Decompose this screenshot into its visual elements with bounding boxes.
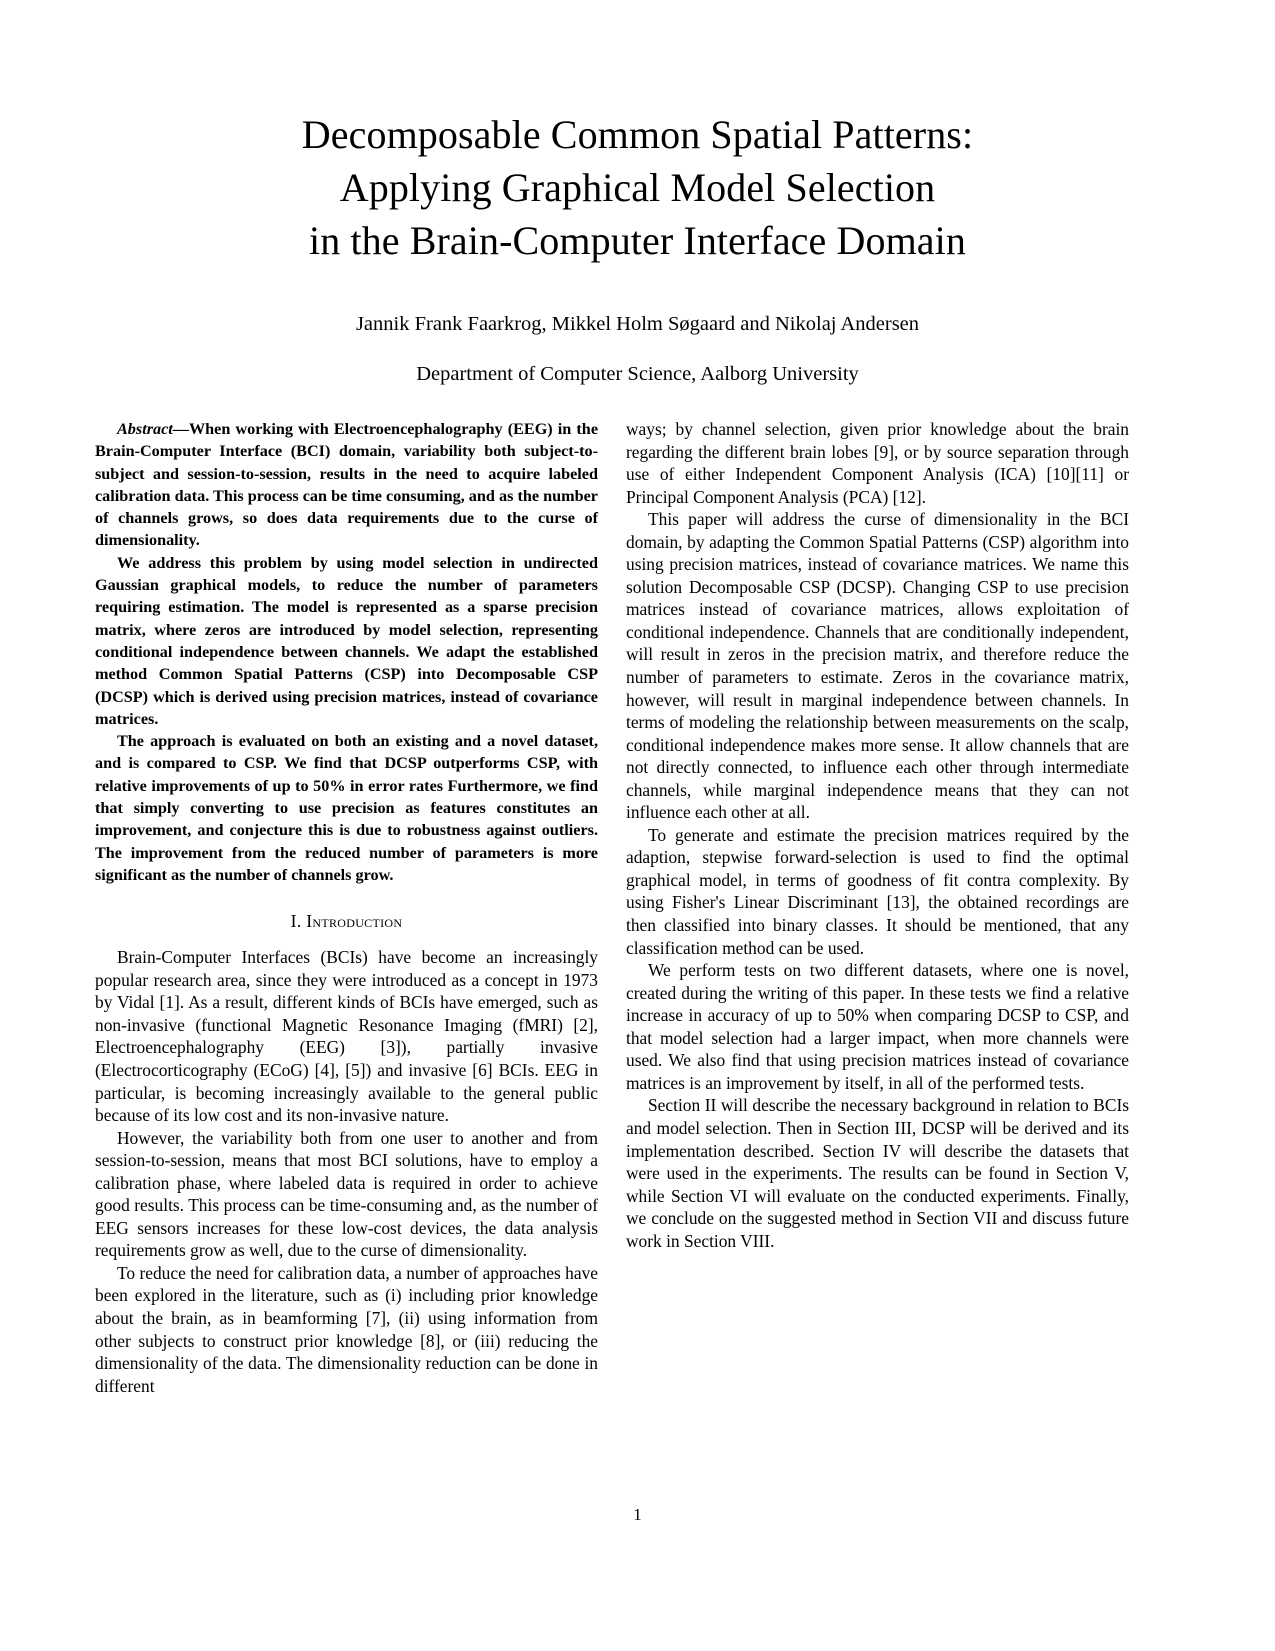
- section-numeral: I.: [290, 911, 302, 932]
- title-line-3: in the Brain-Computer Interface Domain: [309, 218, 966, 263]
- title-block: [0, 0, 1275, 387]
- right-column: [626, 418, 1129, 1397]
- intro-paragraph-3: To reduce the need for calibration data, a number of approaches have been explored in the literature, such as (i) including prior knowledge about the brain, as in beamforming [7], (ii) using information from other subjects to construct prior knowledge [8], or (iii) reducing the dimensionality of the data. The dimensionality reduction can be done in different: [95, 1262, 598, 1396]
- left-column: [95, 418, 598, 1397]
- affiliation: Department of Computer Science, Aalborg University: [416, 363, 859, 385]
- body-columns: [95, 418, 1130, 1397]
- intro-paragraph-2: However, the variability both from one user to another and from session-to-session, means that most BCI solutions, have to employ a calibration phase, where labeled data is required in order to achieve good results. This process can be time-consuming and, as the number of EEG sensors increases for these low-cost devices, the data analysis requirements grow as well, due to the curse of dimensionality.: [95, 1127, 598, 1261]
- intro-paragraph-1: Brain-Computer Interfaces (BCIs) have become an increasingly popular research area, since they were introduced as a concept in 1973 by Vidal [1]. As a result, different kinds of BCIs have emerged, such as non-invasive (functional Magnetic Resonance Imaging (fMRI) [2], Electroencephalography (EEG) [3]), partially invasive (Electrocorticography (ECoG) [4], [5]) and invasive [6] BCIs. EEG in particular, is becoming increasingly available to the general public because of its low cost and its non-invasive nature.: [95, 947, 598, 1126]
- title-line-2: Applying Graphical Model Selection: [339, 165, 936, 210]
- intro-paragraph-7: Section II will describe the necessary background in relation to BCIs and model selection. Then in Section III, DCSP will be derived and its implementation described. Section IV will describe the datasets that were used in the experiments. The results can be found in Section V, while Section VI will evaluate on the conducted experiments. Finally, we conclude on the suggested method in Section VII and discuss future work in Section VIII.: [626, 1095, 1129, 1251]
- author-list: Jannik Frank Faarkrog, Mikkel Holm Søgaard and Nikolaj Andersen: [355, 313, 920, 335]
- title-line-1: Decomposable Common Spatial Patterns:: [301, 112, 974, 157]
- intro-paragraph-6: We perform tests on two different datasets, where one is novel, created during the writing of this paper. In these tests we find a relative increase in accuracy of up to 50% when comparing DCSP to CSP, and that model selection had a larger impact, when more channels were used. We also find that using precision matrices instead of covariance matrices is an improvement by itself, in all of the performed tests.: [626, 960, 1129, 1093]
- intro-paragraph-5: To generate and estimate the precision matrices required by the adaption, stepwise forward-selection is used to find the optimal graphical model, in terms of goodness of fit contra complexity. By using Fisher's Linear Discriminant [13], the obtained recordings are then classified into binary classes. It should be mentioned, that any classification method can be used.: [626, 824, 1129, 958]
- abstract-text-1: When working with Electroencephalography (EEG) in the Brain-Computer Interface (BCI) domain, variability both subject-to-subject and session-to-session, results in the need to acquire labeled calibration data. This process can be time consuming, and as the number of channels grows, so does data requirements due to the curse of dimensionality.: [95, 420, 598, 550]
- page-title: [198, 108, 1078, 267]
- intro-paragraph-3-continued: ways; by channel selection, given prior knowledge about the brain regarding the different brain lobes [9], or by source separation through use of either Independent Component Analysis (ICA) [10][11] or Principal Component Analysis (PCA) [12].: [626, 419, 1129, 507]
- abstract-dash: —: [172, 420, 189, 438]
- section-title: Introduction: [306, 911, 403, 932]
- abstract-paragraph-3: The approach is evaluated on both an existing and a novel dataset, and is compared to CSP. We find that DCSP outperforms CSP, with relative improvements of up to 50% in error rates Furthermore, we find that simply converting to use precision as features constitutes an improvement, and conjecture this is due to robustness against outliers. The improvement from the reduced number of parameters is more significant as the number of channels grow.: [95, 732, 598, 884]
- page-number: 1: [633, 1505, 642, 1524]
- section-heading-introduction: [95, 886, 598, 946]
- intro-paragraph-4: This paper will address the curse of dimensionality in the BCI domain, by adapting the Common Spatial Patterns (CSP) algorithm into using precision matrices, instead of covariance matrices. We name this solution Decomposable CSP (DCSP). Changing CSP to use precision matrices instead of covariance matrices, allows exploitation of conditional independence. Channels that are conditionally independent, will result in zeros in the precision matrix, and therefore reduce the number of parameters to estimate. Zeros in the covariance matrix, however, will result in marginal independence between channels. In terms of modeling the relationship between measurements on the scalp, conditional independence makes more sense. It allow channels that are not directly connected, to influence each other through intermediate channels, while marginal independence means that they can not influence each other at all.: [626, 509, 1129, 823]
- abstract-paragraph-1: [95, 418, 598, 552]
- abstract-paragraph-2: We address this problem by using model selection in undirected Gaussian graphical models, to reduce the number of parameters requiring estimation. The model is represented as a sparse precision matrix, where zeros are introduced by model selection, representing conditional independence between channels. We adapt the established method Common Spatial Patterns (CSP) into Decomposable CSP (DCSP) which is derived using precision matrices, instead of covariance matrices.: [95, 553, 598, 728]
- abstract-label: Abstract: [117, 420, 173, 438]
